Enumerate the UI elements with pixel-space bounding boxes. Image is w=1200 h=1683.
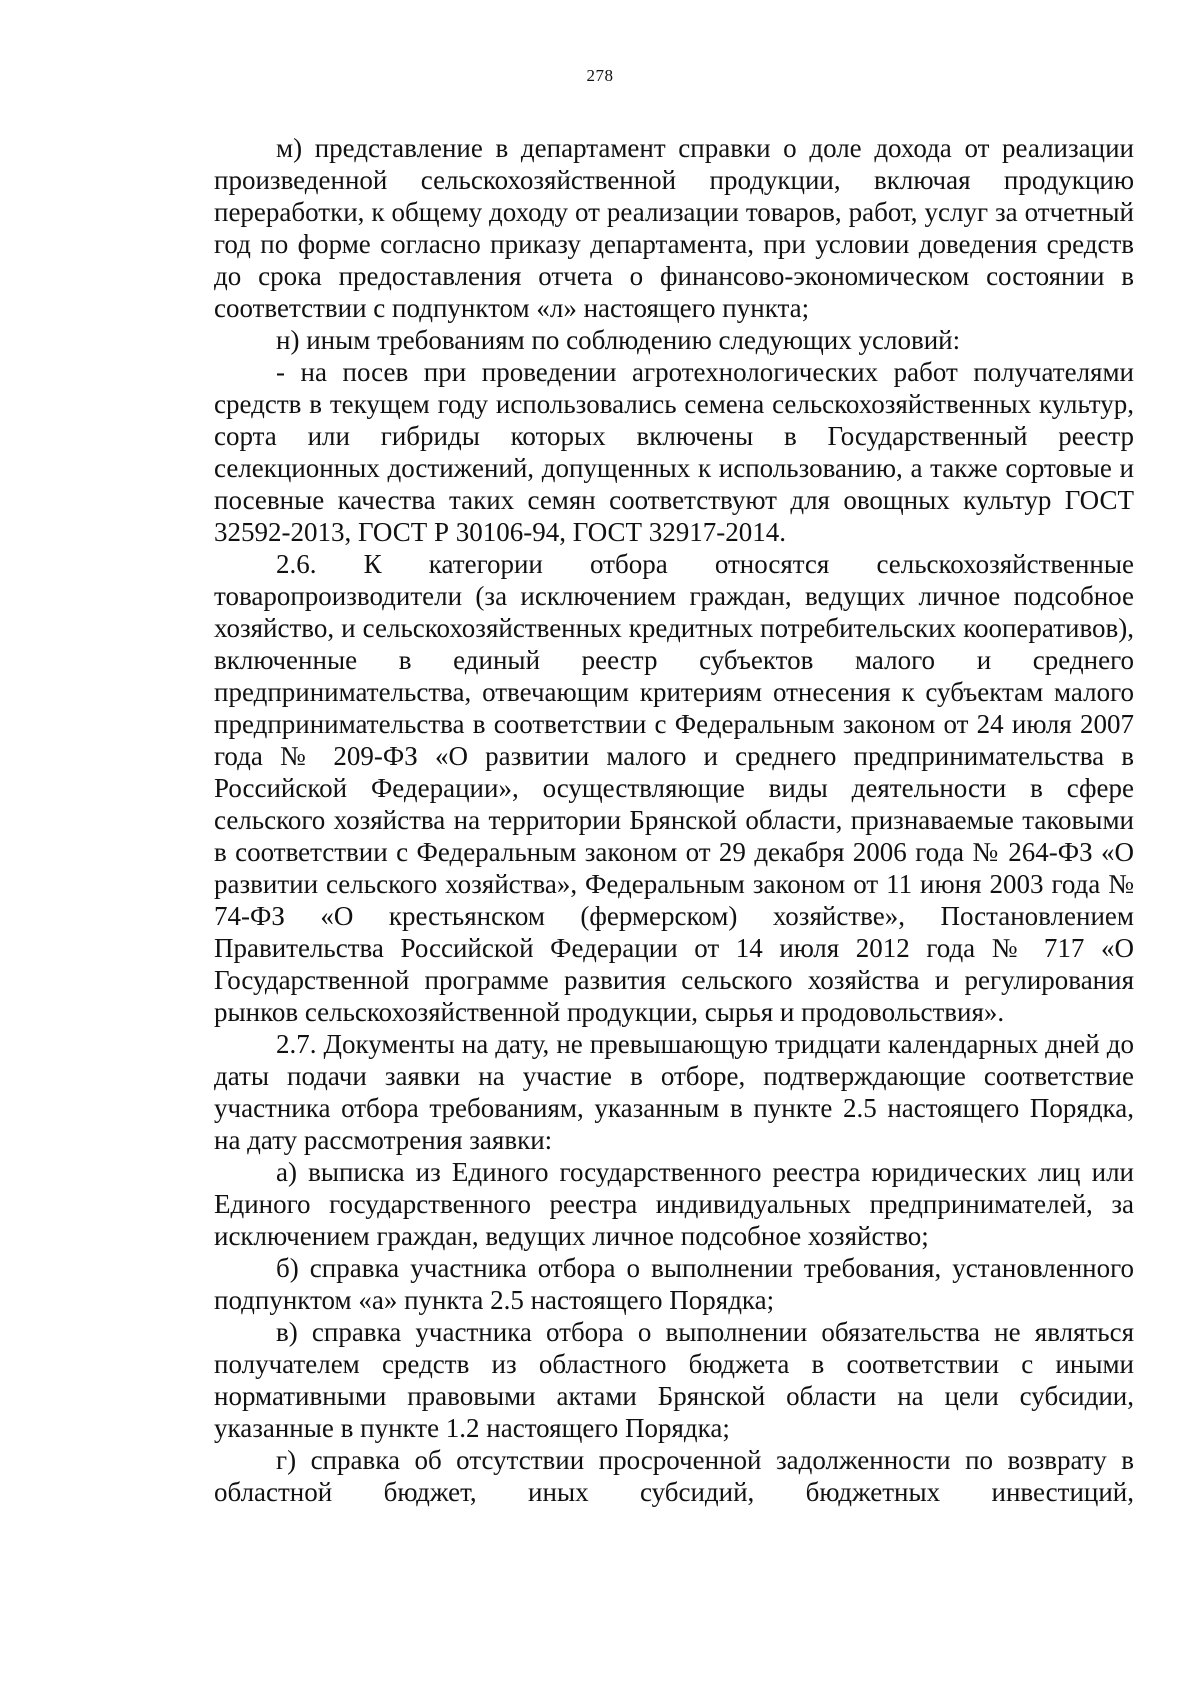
paragraph-item-a: а) выписка из Единого государственного реестра юридических лиц или Единого государственного реестра индивидуальных предпринимателей, за исключением граждан, ведущих личное подсобное хозяйство; (214, 1157, 1134, 1251)
paragraph-2-6: 2.6. К категории отбора относятся сельскохозяйственные товаропроизводители (за исключением граждан, ведущих личное подсобное хозяйство, и сельскохозяйственных кредитных потребительских кооперативов), включенные в единый реестр субъектов малого и среднего предпринимательства, отвечающим критериям отнесения к субъектам малого предпринимательства в соответствии с Федеральным законом от 24 июля 2007 года № 209-ФЗ «О развитии малого и среднего предпринимательства в Российской Федерации», осуществляющие виды деятельности в сфере сельского хозяйства на территории Брянской области, признаваемые таковыми в соответствии с Федеральным законом от 29 декабря 2006 года № 264-ФЗ «О развитии сельского хозяйства», Федеральным законом от 11 июня 2003 года № 74-ФЗ «О крестьянском (фермерском) хозяйстве», Постановлением Правительства Российской Федерации от 14 июля 2012 года № 717 «О Государственной программе развития сельского хозяйства и регулирования рынков сельскохозяйственной продукции, сырья и продовольствия». (214, 549, 1134, 1027)
paragraph-item-m: м) представление в департамент справки о доле дохода от реализации произведенной сельскохозяйственной продукции, включая продукцию переработки, к общему доходу от реализации товаров, работ, услуг за отчетный год по форме согласно приказу департамента, при условии доведения средств до срока предоставления отчета о финансово-экономическом состоянии в соответствии с подпунктом «л» настоящего пункта; (214, 133, 1134, 323)
paragraph-item-g: г) справка об отсутствии просроченной задолженности по возврату в областной бюджет, иных субсидий, бюджетных инвестиций, (214, 1445, 1134, 1507)
paragraph-seeds-condition: - на посев при проведении агротехнологических работ получателями средств в текущем году использовались семена сельскохозяйственных культур, сорта или гибриды которых включены в Государственный реестр селекционных достижений, допущенных к использованию, а также сортовые и посевные качества таких семян соответствуют для овощных культур ГОСТ 32592-2013, ГОСТ Р 30106-94, ГОСТ 32917-2014. (214, 357, 1134, 547)
paragraph-item-b: б) справка участника отбора о выполнении требования, установленного подпунктом «а» пункта 2.5 настоящего Порядка; (214, 1253, 1134, 1315)
paragraph-item-v: в) справка участника отбора о выполнении обязательства не являться получателем средств из областного бюджета в соответствии с иными нормативными правовыми актами Брянской области на цели субсидии, указанные в пункте 1.2 настоящего Порядка; (214, 1317, 1134, 1443)
page-number: 278 (586, 66, 614, 85)
document-body (214, 132, 1134, 1508)
paragraph-2-7: 2.7. Документы на дату, не превышающую тридцати календарных дней до даты подачи заявки на участие в отборе, подтверждающие соответствие участника отбора требованиям, указанным в пункте 2.5 настоящего Порядка, на дату рассмотрения заявки: (214, 1029, 1134, 1155)
paragraph-item-n: н) иным требованиям по соблюдению следующих условий: (276, 325, 961, 355)
